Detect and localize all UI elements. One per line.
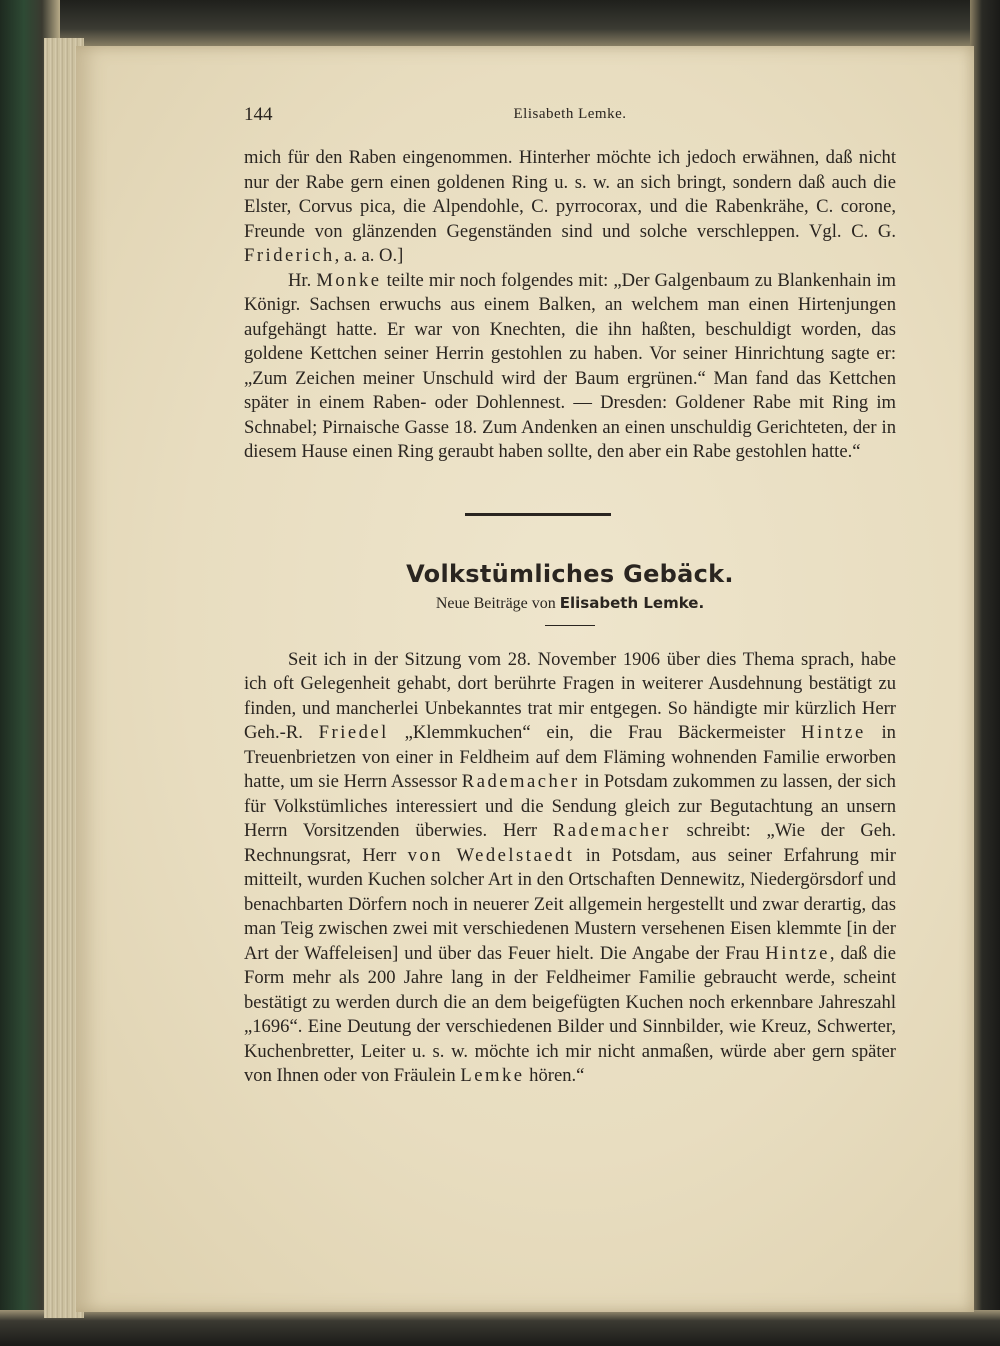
text-run: in Potsdam, aus seiner Erfahrung mir mitteilt, wurden Kuchen solcher Art in den Ortschaften Dennewitz, Niedergörsdorf und benachbarten Dörfern noch in neuerer Zeit allgemein hergestellt und zwar derartig, das man Teig zwischen zwei mit verschiedenen Mustern versehenen Eisen klemmte [in der Art der Waffeleisen] und über das Feuer hielt. Die Angabe der Frau xyxy=(244,844,896,964)
person-name: von Wedelstaedt xyxy=(407,844,575,866)
page-number: 144 xyxy=(244,104,273,125)
person-name: Friedel xyxy=(318,722,389,743)
person-name: Hintze xyxy=(801,722,866,743)
subtitle-prefix: Neue Beiträge von xyxy=(435,594,556,612)
text-run: , daß die Form mehr als 200 Jahre lang in der Feldheimer Familie gebraucht werde, scheint bestätigt zu werden durch die an dem beigefügten Kuchen noch erkennbare Jahreszahl „1696“. Eine Deutung der verschiedenen Bilder und Sinnbilder, wie Kreuz, Schwerter, Kuchenbretter, Leiter u. s. w. möchte ich mir nicht anmaßen, würde aber gern später von Ihnen oder von Fräulein xyxy=(244,942,897,1086)
text-run: hören.“ xyxy=(529,1065,585,1086)
paragraph-klemmkuchen xyxy=(244,648,896,1089)
section-divider xyxy=(465,513,611,516)
text-run: Seit ich in der Sitzung vom 28. November 1906 über dies Thema sprach, habe ich oft Gelegenheit gehabt, dort berührte Fragen in weiterer Ausdehnung bestätigt zu finden, und mancherlei Unbekanntes trat mir entgegen. So händigte mir kürzlich Herr Geh.-R. xyxy=(244,648,896,743)
paragraph-raven-note xyxy=(244,146,896,269)
subtitle-author: Elisabeth Lemke. xyxy=(559,593,705,612)
page-content xyxy=(244,104,896,1089)
text-run: schreibt: „Wie der Geh. Rechnungsrat, Herr xyxy=(244,820,896,866)
book-cover-right xyxy=(970,0,1000,1346)
subtitle-divider xyxy=(545,625,595,626)
person-name: Rademacher xyxy=(552,820,671,841)
text-run: teilte mir noch folgendes mit: „Der Galgenbaum zu Blankenhain im Königr. Sachsen erwuchs aus einem Balken, an welchem man einen Hirtenjungen aufgehängt hatte. Er war von Knechten, die ihn haßten, beschuldigt worden, das goldene Kettchen seiner Herrin gestohlen zu haben. Vor seiner Hinrichtung sagte er: „Zum Zeichen meiner Unschuld wird der Baum ergrünen.“ Man fand das Kettchen später in einem Raben- oder Dohlennest. — Dresden: Goldener Rabe mit Ring im Schnabel; Pirnaische Gasse 18. Zum Andenken an einen unschuldig Gerichteten, der in diesem Hause einen Ring geraubt haben sollte, den aber ein Rabe gestohlen hatte.“ xyxy=(244,269,897,462)
text-run: Hr. xyxy=(288,269,312,291)
person-name: Rademacher xyxy=(461,771,580,792)
person-name: Hintze xyxy=(765,942,830,964)
book-cover-bottom xyxy=(0,1310,1000,1346)
text-run: in Treuenbrietzen von einer in Feldheim auf dem Fläming wohnenden Familie erworben hatte, um sie Herrn Assessor xyxy=(244,722,896,792)
text-run: , a. a. O.] xyxy=(334,245,404,266)
text-run: mich für den Raben eingenommen. Hinterher möchte ich jedoch erwähnen, daß nicht nur der Rabe gern einen goldenen Ring u. s. w. an sich bringt, sondern daß auch die Elster, Corvus pica, die Alpendohle, C. pyrrocorax, und die Rabenkrähe, C. corone, Freunde von glänzenden Gegenständen sind und solche verschleppen. Vgl. C. G. xyxy=(244,147,896,242)
text-run: „Klemmkuchen“ ein, die Frau Bäckermeister xyxy=(404,722,786,743)
running-title: Elisabeth Lemke. xyxy=(513,106,627,122)
section-subtitle xyxy=(244,594,896,613)
section-title: Volkstümliches Gebäck. xyxy=(406,559,734,588)
author-name: Friderich xyxy=(244,245,335,266)
person-name: Lemke xyxy=(460,1065,525,1086)
text-run: in Potsdam zukommen zu lassen, der sich für Volkstümliches interessiert und die Sendung gleich zur Begutachtung an unsern Herrn Vorsitzenden überwies. Herr xyxy=(244,771,896,841)
person-name: Monke xyxy=(316,269,382,291)
book-cover-top xyxy=(0,0,1000,48)
running-head xyxy=(244,104,896,134)
paragraph-galgenbaum xyxy=(244,269,896,465)
